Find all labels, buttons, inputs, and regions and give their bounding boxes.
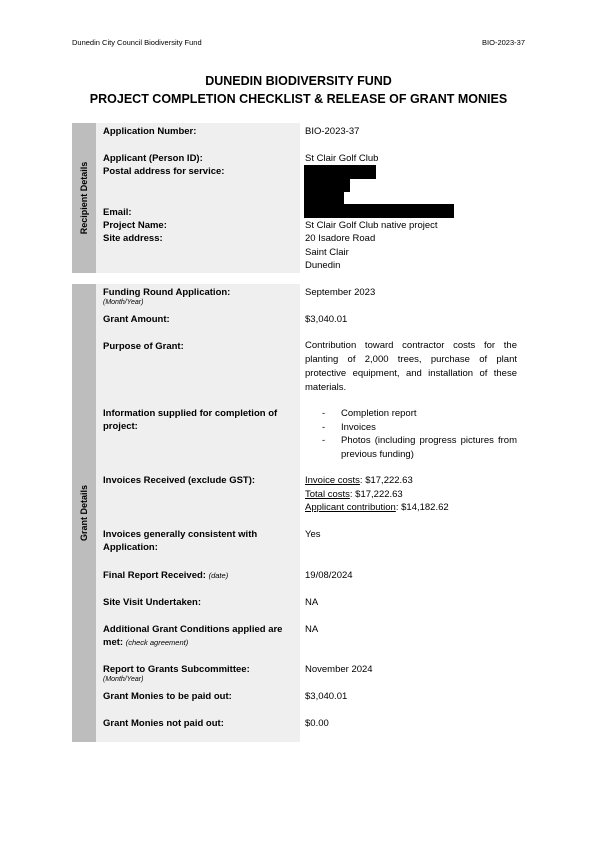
redaction-block bbox=[304, 165, 376, 179]
consistent-label-line-2: Application: bbox=[103, 542, 158, 553]
redaction-block bbox=[304, 192, 344, 204]
redaction-block bbox=[304, 179, 350, 192]
running-header-right: BIO-2023-37 bbox=[482, 38, 525, 47]
redaction-block bbox=[304, 204, 454, 218]
info-supplied-label-line-2: project: bbox=[103, 421, 138, 432]
recipient-details-label: Recipient Details bbox=[79, 161, 89, 235]
purpose-value: Contribution toward contractor costs for the planting of 2,000 trees, purchase of plant protective equipment, and installation of these materials. bbox=[305, 340, 517, 393]
application-number-label: Application Number: bbox=[103, 126, 197, 137]
grant-amount-label: Grant Amount: bbox=[103, 314, 170, 325]
funding-round-value: September 2023 bbox=[305, 287, 376, 298]
conditions-value: NA bbox=[305, 624, 319, 635]
final-report-label: Final Report Received: bbox=[103, 570, 206, 581]
total-costs-value: : $17,222.63 bbox=[349, 488, 403, 500]
to-be-paid-value: $3,040.01 bbox=[305, 691, 348, 702]
documents-list bbox=[322, 407, 517, 461]
site-address-line-2: Saint Clair bbox=[305, 246, 349, 258]
conditions-label-line-2: met: bbox=[103, 637, 124, 648]
not-paid-value: $0.00 bbox=[305, 718, 329, 729]
applicant-value: St Clair Golf Club bbox=[305, 153, 379, 164]
recipient-details-sidebar bbox=[72, 123, 96, 273]
applicant-contribution-label: Applicant contribution bbox=[305, 502, 396, 513]
purpose-label: Purpose of Grant: bbox=[103, 341, 184, 352]
to-be-paid-label: Grant Monies to be paid out: bbox=[103, 691, 232, 702]
consistent-label: Invoices generally consistent with bbox=[103, 529, 258, 540]
invoices-received-label: Invoices Received (exclude GST): bbox=[103, 475, 256, 486]
funding-round-subtext: (Month/Year) bbox=[103, 299, 144, 306]
recipient-label-column bbox=[96, 123, 300, 273]
grant-amount-value: $3,040.01 bbox=[305, 314, 348, 325]
site-address-line-1: 20 Isadore Road bbox=[305, 233, 376, 244]
conditions-label-row-2 bbox=[103, 636, 188, 649]
applicant-contribution-value: : $14,182.62 bbox=[395, 502, 449, 513]
consistent-value: Yes bbox=[305, 529, 321, 540]
final-report-value: 19/08/2024 bbox=[305, 570, 353, 581]
list-item: - Completion report bbox=[322, 407, 517, 421]
funding-round-label: Funding Round Application: bbox=[103, 287, 231, 298]
site-visit-label: Site Visit Undertaken: bbox=[103, 597, 202, 608]
grant-details-label: Grant Details bbox=[79, 484, 89, 542]
final-report-subtext: (date) bbox=[208, 571, 229, 580]
document-subtitle: PROJECT COMPLETION CHECKLIST & RELEASE OF GRANT MONIES bbox=[89, 92, 508, 106]
total-costs-row bbox=[305, 488, 403, 502]
grant-details-sidebar bbox=[72, 284, 96, 742]
not-paid-label: Grant Monies not paid out: bbox=[103, 718, 224, 729]
project-name-label: Project Name: bbox=[103, 220, 167, 231]
list-item: - Photos (including progress pictures from previous funding) bbox=[322, 434, 517, 461]
invoice-costs-row bbox=[305, 474, 413, 488]
postal-address-label: Postal address for service: bbox=[103, 166, 225, 177]
email-label: Email: bbox=[103, 207, 132, 218]
running-header-left: Dunedin City Council Biodiversity Fund bbox=[72, 38, 202, 47]
site-address-label: Site address: bbox=[103, 233, 163, 244]
final-report-label-row bbox=[103, 569, 228, 582]
applicant-contribution-row bbox=[305, 501, 449, 515]
applicant-label: Applicant (Person ID): bbox=[103, 153, 203, 164]
report-subcommittee-value: November 2024 bbox=[305, 664, 373, 675]
list-item: - Invoices bbox=[322, 421, 517, 435]
report-subcommittee-subtext: (Month/Year) bbox=[103, 676, 144, 683]
site-address-line-3: Dunedin bbox=[305, 260, 341, 271]
info-supplied-label: Information supplied for completion of bbox=[103, 408, 278, 419]
site-visit-value: NA bbox=[305, 597, 319, 608]
total-costs-label: Total costs bbox=[305, 488, 350, 500]
application-number-value: BIO-2023-37 bbox=[305, 126, 360, 137]
conditions-subtext: (check agreement) bbox=[125, 638, 189, 647]
project-name-value: St Clair Golf Club native project bbox=[305, 220, 438, 231]
report-subcommittee-label: Report to Grants Subcommittee: bbox=[103, 664, 250, 675]
document-title: DUNEDIN BIODIVERSITY FUND bbox=[205, 74, 392, 88]
invoice-costs-value: : $17,222.63 bbox=[359, 475, 413, 486]
conditions-label: Additional Grant Conditions applied are bbox=[103, 624, 283, 635]
invoice-costs-label: Invoice costs bbox=[305, 475, 360, 486]
